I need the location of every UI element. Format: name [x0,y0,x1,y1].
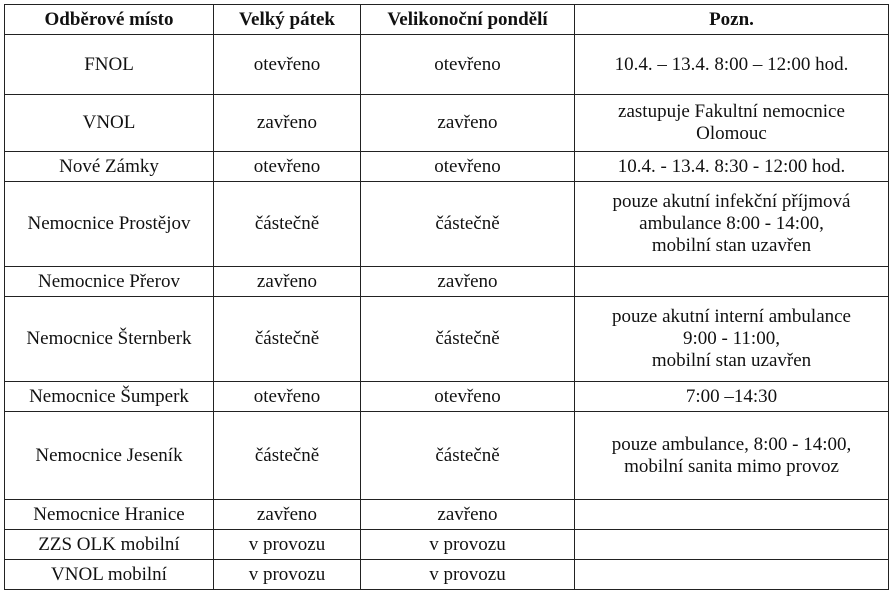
cell-note: 10.4. - 13.4. 8:30 - 12:00 hod. [575,152,889,182]
table-row [5,412,889,500]
header-row [5,5,889,35]
cell-monday: částečně [361,412,575,500]
cell-friday: v provozu [214,530,361,560]
table-row [5,152,889,182]
cell-note: zastupuje Fakultní nemocnice Olomouc [575,95,889,152]
cell-monday: v provozu [361,530,575,560]
table-row [5,267,889,297]
cell-friday: zavřeno [214,95,361,152]
cell-note [575,267,889,297]
cell-monday: zavřeno [361,95,575,152]
cell-place: Nemocnice Přerov [5,267,214,297]
cell-monday: v provozu [361,560,575,590]
cell-friday: otevřeno [214,382,361,412]
table-row [5,500,889,530]
cell-friday: zavřeno [214,267,361,297]
header-note: Pozn. [575,5,889,35]
cell-place: Nemocnice Šternberk [5,297,214,382]
table-row [5,560,889,590]
cell-friday: částečně [214,297,361,382]
header-friday: Velký pátek [214,5,361,35]
cell-note: 10.4. – 13.4. 8:00 – 12:00 hod. [575,35,889,95]
cell-monday: otevřeno [361,152,575,182]
cell-place: Nemocnice Jeseník [5,412,214,500]
cell-monday: otevřeno [361,382,575,412]
cell-note: pouze akutní interní ambulance 9:00 - 11:00, mobilní stan uzavřen [575,297,889,382]
cell-monday: zavřeno [361,500,575,530]
cell-place: VNOL [5,95,214,152]
header-monday: Velikonoční pondělí [361,5,575,35]
cell-friday: částečně [214,182,361,267]
cell-friday: zavřeno [214,500,361,530]
testing-sites-table [4,4,889,590]
cell-friday: v provozu [214,560,361,590]
cell-place: Nemocnice Šumperk [5,382,214,412]
cell-note [575,530,889,560]
table-body [5,35,889,590]
cell-note [575,500,889,530]
cell-monday: otevřeno [361,35,575,95]
table-row [5,382,889,412]
table-row [5,35,889,95]
cell-friday: otevřeno [214,35,361,95]
cell-place: ZZS OLK mobilní [5,530,214,560]
cell-friday: otevřeno [214,152,361,182]
cell-place: Nemocnice Prostějov [5,182,214,267]
header-place: Odběrové místo [5,5,214,35]
table-row [5,530,889,560]
table-row [5,95,889,152]
table-row [5,182,889,267]
cell-monday: částečně [361,297,575,382]
cell-note: 7:00 –14:30 [575,382,889,412]
cell-monday: částečně [361,182,575,267]
cell-place: VNOL mobilní [5,560,214,590]
cell-monday: zavřeno [361,267,575,297]
cell-place: Nemocnice Hranice [5,500,214,530]
cell-note [575,560,889,590]
cell-note: pouze akutní infekční příjmová ambulance 8:00 - 14:00, mobilní stan uzavřen [575,182,889,267]
cell-place: Nové Zámky [5,152,214,182]
cell-place: FNOL [5,35,214,95]
cell-note: pouze ambulance, 8:00 - 14:00, mobilní sanita mimo provoz [575,412,889,500]
table-row [5,297,889,382]
cell-friday: částečně [214,412,361,500]
